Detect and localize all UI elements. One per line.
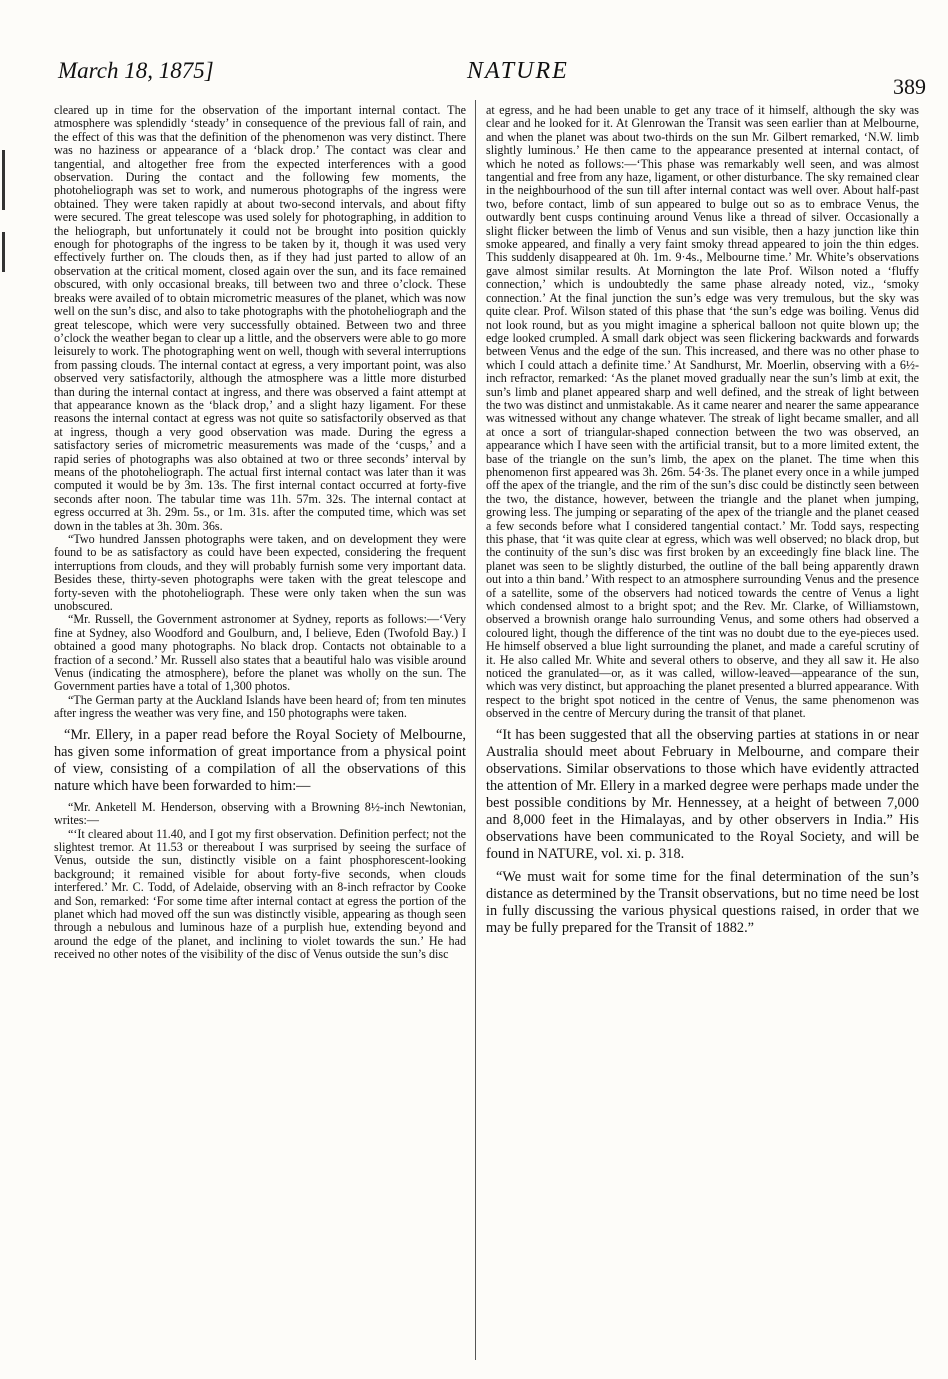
- journal-title: NATURE: [467, 58, 569, 84]
- paragraph: “Mr. Anketell M. Henderson, observing with a Browning 8½-inch Newtonian, writes:—: [54, 799, 466, 828]
- paragraph: at egress, and he had been unable to get any trace of it himself, although the sky was clear and he looked for it. At Glenrowan the Transit was seen earlier than at Melbourne, and when the planet was about two-thirds on the sun Mr. Gilbert remarked, ‘N.W. limb slightly luminous.’ He then came to the appearance presented at internal contact, of which he noted as follows:—‘This phase was remarkably well seen, and was almost tangential and free from any haze, ligament, or other disturbance. The sky remained clear in the neighbourhood of the sun till after internal contact was well over. About half-past two, before contact, limb of sun appeared to bulge out so as to embrace Venus, the outwardly bent cusps continuing around Venus like a thread of silver. Occasionally a slight flicker between the limb of Venus and sun visible, then a hazy junction like thin smoke appeared, and finally a very faint smoky thread appeared to join the thin edges. This suddenly disappeared at 0h. 1m. 9·4s., Melbourne time.’ Mr. White’s observations gave almost similar results. At Mornington the late Prof. Wilson noted a ‘fluffy connection,’ which is undoubtedly the same phase already noted, viz., ‘smoky connection.’ At the final junction the sun’s edge was very tremulous, but the sky was quite clear. Prof. Wilson stated of this phase that ‘the sun’s edge was boiling. Venus did not look round, but as you might imagine a spherical balloon not quite blown up; the edge looked crumpled. A small dark object was seen flickering backwards and forwards between Venus and the edge of the sun. This increased, and there was no other phase to which I could attach a definite time.’ At Sandhurst, Mr. Moerlin, observing with a 6½-inch refractor, remarked: ‘As the planet moved gradually near the sun’s limb at exit, the sun’s limb and planet appeared sharp and well defined, and the streak of light between the two was distinct and unmistakable. As it came nearer and nearer the same appearance was witnessed without any change whatever. The streak of light became smaller, and all at once a sort of triangular-shaped connection between the two was observed, an appearance which I have seen with the artificial transit, but to a more limited extent, the base of the triangle on the sun’s limb, the apex on the planet. The time when this phenomenon first appeared was 3h. 26m. 54·3s. The planet every once in a while jumped off the apex of the triangle, and the rim of the sun’s disc could be distinctly seen between the two, the distance, however, between the triangle and the planet when jumping, growing less. The jumping or separating of the apex of the triangle and the planet ceased a few seconds before what I considered tangential contact.’ Mr. Todd says, respecting this phase, that ‘it was quite clear at egress, which was well observed; no black drop, but the continuity of the sun’s disc was first broken by an exceedingly fine black line. The planet was seen to be slightly disturbed, the outline of the ball being apparently drawn out into a thin band.’ With respect to an atmosphere surrounding Venus and the presence of a satellite, some of the observers had noticed towards the centre of Venus a light which condensed almost to a bright spot; and the Rev. Mr. Clarke, of Williamstown, observed a brownish orange halo surrounding Venus, and some others had observed a coloured light, though the difference of the tint was no doubt due to the eye-pieces used. He himself observed a blue light surrounding the planet, and made a careful scrutiny of it. He also called Mr. White and several others to observe, and they all saw it. He also noticed the granulated—or, as it was called, willow-leaved—appearance of the sun, which was very distinct, but approaching the planet presented a blurred appearance. With respect to the bright spot noticed in the centre of Venus, the same phenomenon was observed in the centre of Mercury during the transit of that planet.: [486, 103, 919, 721]
- paragraph: cleared up in time for the observation of the important internal contact. The atmosphere was splendidly ‘steady’ in consequence of the previous fall of rain, and the effect of this was that the definition of the phenomenon was very distinct. There was no haziness or appearance of a ‘black drop.’ The contact was clear and tangential, and altogether free from the expected interferences with a good observation. During the contact and the following few moments, the photoheliograph was set to work, and numerous photographs of the ingress were obtained. They were taken rapidly at about two-second intervals, and about fifty were secured. The great telescope was used solely for photographing, in addition to the heliograph, but unfortunately it could not be brought into position quickly enough for photographs of the ingress to be taken by it, though it was used very effectively further on. The clouds then, as if they had just parted to allow of an observation at the critical moment, closed again over the sun, and its face remained obscured, with only occasional breaks, till between two and three o’clock. These breaks were availed of to obtain micrometric measures of the planet, which was now well on the sun’s disc, and also to take photographs with the photoheliograph and the great telescope, which were very successfully obtained. Between two and three o’clock the weather began to clear up a little, and the observers were able to go more leisurely to work. The photographing went on well, though with several interruptions from passing clouds. The internal contact at egress, a very important point, was also observed very satisfactorily, although the atmosphere was a little more disturbed than during the internal contact at ingress, and there was observed a faint attempt at that appearance known as the ‘black drop,’ and a slight hazy ligament. For these reasons the internal contact at egress was not quite so satisfactorily observed as that at ingress, though a very good observation was made. During the egress a satisfactory series of micrometric measurements was made of the ‘cusps,’ and a rapid series of photographs was also obtained at two or three seconds’ interval by means of the photoheliograph. The actual first internal contact was later than it was computed it would be by 3m. 13s. The first internal contact occurred at forty-five seconds after noon. The tabular time was 11h. 57m. 32s. The internal contact at egress occurred at 3h. 29m. 5s., or 1m. 31s. after the computed time, which was set down in the tables at 3h. 30m. 36s.: [54, 103, 466, 533]
- paragraph: “Mr. Russell, the Government astronomer at Sydney, reports as follows:—‘Very fine at Sydney, also Woodford and Goulburn, and, I believe, Eden (Twofold Bay.) I obtained a good many photographs. No black drop. Contacts not obtainable to a fraction of a second.’ Mr. Russell also states that a beautiful halo was visible around Venus (indicating the atmosphere), before the planet was wholly on the sun. The Government parties have a total of 1,300 photos.: [54, 612, 466, 694]
- binding-edge-mark: [2, 232, 5, 272]
- column-divider: [475, 100, 476, 1360]
- paragraph-large: “We must wait for some time for the final determination of the sun’s distance as determined by the Transit observations, but no time need be lost in fully discussing the various physical questions raised, in order that we may be fully prepared for the Transit of 1882.”: [486, 868, 919, 936]
- issue-date: March 18, 1875]: [58, 58, 214, 83]
- paragraph-large: “It has been suggested that all the observing parties at stations in or near Australia should meet about February in Melbourne, and compare their observations. Similar observations to those which have evidently attracted the attention of Mr. Ellery in a marked degree were perhaps made under the best possible conditions by Mr. Hennessey, at a height of between 7,000 and 8,000 feet in the Himalayas, and by other observers in India.” His observations have been communicated to the Royal Society, and will be found in NATURE, vol. xi. p. 318.: [486, 726, 919, 862]
- left-column: [54, 104, 466, 962]
- paragraph: “Two hundred Janssen photographs were taken, and on development they were found to be as satisfactory as could have been expected, considering the frequent interruptions from clouds, and they will probably furnish some very important data. Besides these, thirty-seven photographs were taken with the great telescope and forty-seven with the photoheliograph. These were only taken when the sun was unobscured.: [54, 532, 466, 614]
- paragraph: “The German party at the Auckland Islands have been heard of; from ten minutes after ingress the weather was very fine, and 150 photographs were taken.: [54, 692, 466, 721]
- page-number: 389: [893, 74, 926, 99]
- right-column: [486, 104, 919, 943]
- page-header: [52, 58, 926, 99]
- paragraph-large: “Mr. Ellery, in a paper read before the Royal Society of Melbourne, has given some information of great importance from a physical point of view, consisting of a compilation of all the observations of this nature which have been forwarded to him:—: [54, 726, 466, 794]
- binding-edge-mark: [2, 150, 5, 210]
- paragraph: “‘It cleared about 11.40, and I got my first observation. Definition perfect; not the slightest tremor. At 11.53 or thereabout I was surprised by seeing the surface of Venus, outside the sun, distinctly visible on a faint phosphorescent-looking background; it remained visible for about forty-five seconds, when clouds interfered.’ Mr. C. Todd, of Adelaide, observing with an 8-inch refractor by Cooke and Son, remarked: ‘For some time after internal contact at egress the portion of the planet which had moved off the sun was distinctly visible, appearing as though seen through a nebulous and luminous haze of a purplish hue, extending beyond and around the edge of the planet, and inclining to violet towards the sun.’ He had received no other notes of the visibility of the disc of Venus outside the sun’s disc: [54, 826, 466, 962]
